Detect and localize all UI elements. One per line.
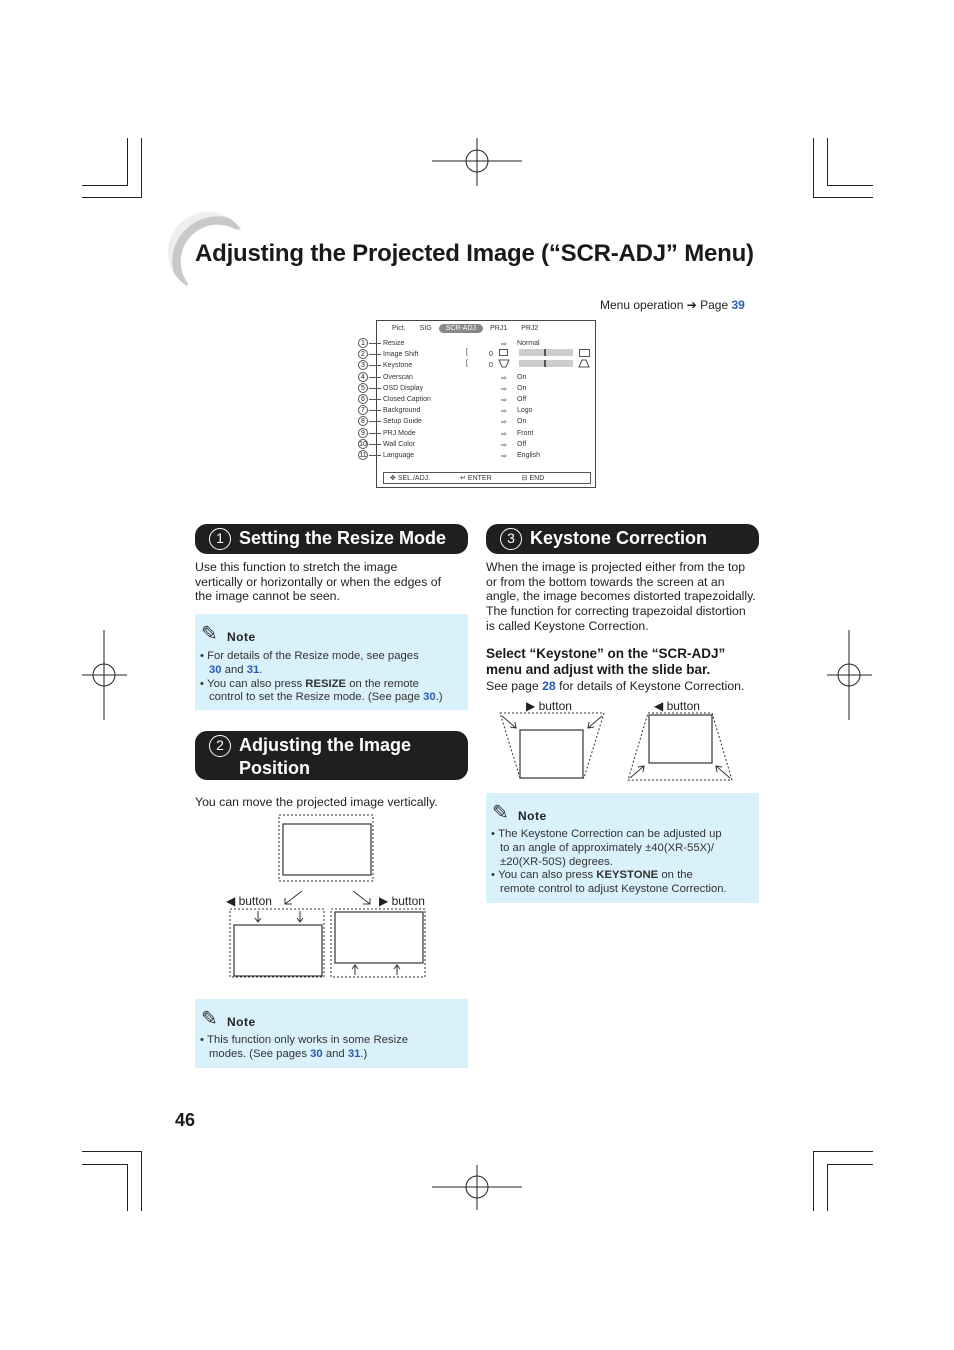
keystone-see-page: See page 28 for details of Keystone Correction. xyxy=(486,679,745,693)
osd-item-label: Setup Guide xyxy=(383,418,422,425)
osd-callout-number: 3 xyxy=(358,360,368,370)
keystone-instruction: Select “Keystone” on the “SCR-ADJ” menu and adjust with the slide bar. xyxy=(486,646,726,677)
section2-heading: 2 Adjusting the Image Position xyxy=(195,731,468,780)
osd-callout-number: 11 xyxy=(359,452,367,459)
osd-arrow-icon: ⇨ xyxy=(501,407,507,415)
osd-arrow-icon: ⇨ xyxy=(501,418,507,426)
osd-callout-number: 5 xyxy=(358,383,368,393)
osd-callout-number: 10 xyxy=(359,441,367,448)
osd-callout-number: 9 xyxy=(358,428,368,438)
section3-note xyxy=(486,793,759,903)
note-bullet: • For details of the Resize mode, see pages 30 and 31. • You can also press RESIZE on the remote control to set the Resize mode. (See page 30.) xyxy=(200,650,443,704)
note-scallop xyxy=(486,789,759,797)
enter-label: ↵ ENTER xyxy=(460,475,492,482)
osd-item-value: On xyxy=(517,385,527,392)
pencil-icon: ✎ xyxy=(201,623,218,645)
section-number: 3 xyxy=(500,528,522,550)
osd-item-value: On xyxy=(517,418,527,425)
osd-callout-number: 2 xyxy=(358,349,368,359)
section2-body: You can move the projected image vertically. xyxy=(195,795,438,809)
tab-prj2: PRJ2 xyxy=(521,325,539,332)
osd-arrow-icon: ⇨ xyxy=(501,374,507,382)
osd-arrow-icon: ⇨ xyxy=(501,385,507,393)
page-number: 46 xyxy=(175,1110,196,1130)
pencil-icon: ✎ xyxy=(492,802,509,824)
osd-item-label: Resize xyxy=(383,340,405,347)
osd-item-label: Overscan xyxy=(383,374,413,381)
tab-sig: SIG xyxy=(419,325,432,332)
left-button-label: ◀ button xyxy=(654,699,700,713)
osd-item-label: Keystone xyxy=(383,362,413,369)
right-button-label: ▶ button xyxy=(526,699,572,713)
tab-scr-adj: SCR-ADJ xyxy=(439,324,483,333)
osd-item-label: Image Shift xyxy=(383,351,419,358)
osd-item-value: Normal xyxy=(517,340,540,347)
osd-item-value: English xyxy=(517,452,540,459)
section-number: 2 xyxy=(209,735,231,757)
right-button-label: ▶ button xyxy=(379,894,425,908)
osd-item-label: Wall Color xyxy=(383,441,416,448)
osd-item-value: Off xyxy=(517,396,527,403)
page-link[interactable]: 39 xyxy=(731,298,745,312)
bracket: [ xyxy=(466,360,468,367)
osd-arrow-icon: ⇨ xyxy=(501,396,507,404)
bracket: [ xyxy=(466,349,468,356)
osd-callout-number: 7 xyxy=(358,405,368,415)
section3-body: When the image is projected either from the top or from the bottom towards the screen at an angle, the image becomes distorted trapezoidally. The function for correcting trapezoidal distortion is called Keystone Correction. xyxy=(486,560,756,633)
end-label: ⊟ END xyxy=(521,475,545,482)
osd-callout-number: 8 xyxy=(358,416,368,426)
osd-item-value: Off xyxy=(517,441,527,448)
osd-item-label: Background xyxy=(383,407,421,414)
osd-item-label: Closed Caption xyxy=(383,396,431,403)
note-title: Note xyxy=(227,1015,256,1029)
osd-callout-number: 6 xyxy=(358,394,368,404)
osd-arrow-icon: ⇨ xyxy=(501,430,507,438)
osd-callout-number: 4 xyxy=(358,372,368,382)
left-button-label: ◀ button xyxy=(226,894,272,908)
pencil-icon: ✎ xyxy=(201,1008,218,1030)
osd-item-label: Language xyxy=(383,452,415,459)
osd-arrow-icon: ⇨ xyxy=(501,340,507,348)
section1-body: Use this function to stretch the image vertically or horizontally or when the edges of the image cannot be seen. xyxy=(195,560,442,604)
osd-item-label: OSD Display xyxy=(383,385,424,392)
note-title: Note xyxy=(227,630,256,644)
section3-heading: 3 Keystone Correction xyxy=(486,524,759,554)
sel-adj-label: ✥ SEL./ADJ. xyxy=(390,475,431,482)
section-number: 1 xyxy=(209,528,231,550)
note-bullet: • The Keystone Correction can be adjusted up to an angle of approximately ±40(XR-55X)/ ±20(XR-50S) degrees. • You can also press KEYSTONE on the remote control to adjust Keystone Correction. xyxy=(491,828,727,896)
menu-operation-ref: Menu operation ➔ Page 39 xyxy=(600,298,745,312)
tab-prj1: PRJ1 xyxy=(490,325,508,332)
osd-item-value: Logo xyxy=(517,407,533,414)
osd-arrow-icon: ⇨ xyxy=(501,452,507,460)
osd-item-label: PRJ Mode xyxy=(383,430,416,437)
osd-arrow-icon: ⇨ xyxy=(501,441,507,449)
section1-heading: 1 Setting the Resize Mode xyxy=(195,524,468,554)
note-title: Note xyxy=(518,809,547,823)
tab-pict: Pict. xyxy=(392,325,406,332)
page-title: Adjusting the Projected Image (“SCR-ADJ” Menu) xyxy=(195,240,754,267)
note-bullet: • This function only works in some Resize modes. (See pages 30 and 31.) xyxy=(200,1034,409,1060)
osd-item-value: 0 xyxy=(489,351,493,358)
osd-item-value: 0 xyxy=(489,362,493,369)
osd-item-value: Front xyxy=(517,430,534,437)
osd-callout-number: 1 xyxy=(358,338,368,348)
osd-item-value: On xyxy=(517,374,527,381)
